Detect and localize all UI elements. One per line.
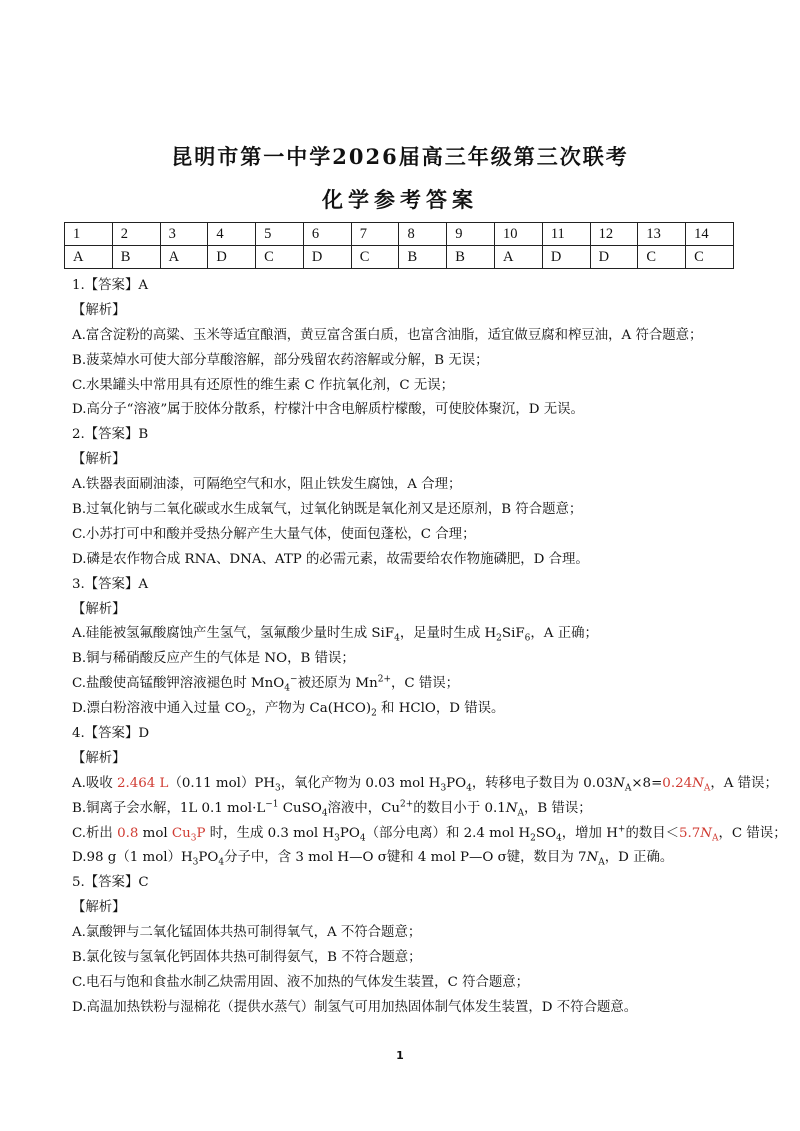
question-number-cell: 6	[303, 223, 351, 246]
analysis-line: B.过氧化钠与二氧化碳或水生成氧气，过氧化钠既是氧化剂又是还原剂，B 符合题意；	[72, 502, 583, 518]
question-number-cell: 9	[447, 223, 495, 246]
answer-table	[64, 222, 734, 269]
answer-table-answers-row	[65, 246, 734, 269]
question-number-cell: 1	[65, 223, 113, 246]
answer-cell: B	[447, 246, 495, 269]
analysis-label: 【解析】	[72, 900, 126, 916]
analysis-line: A.硅能被氢氟酸腐蚀产生氢气，氢氟酸少量时生成 SiF$_4$，足量时生成 $H_2SiF_6$，A 正确；	[72, 626, 598, 645]
analysis-line: D.漂白粉溶液中通入过量 $CO_2$，产物为 $Ca(HCO)_2$ 和 HClO，D 错误。	[72, 701, 505, 719]
answer-line: 1.【答案】A	[72, 278, 149, 293]
answer-cell: D	[542, 246, 590, 269]
answer-table-numbers-row	[65, 223, 734, 246]
analysis-line: C.电石与饱和食盐水制乙炔需用固、液不加热的气体发生装置，C 符合题意；	[72, 974, 530, 990]
answer-cell: A	[65, 246, 113, 269]
answer-cell: D	[590, 246, 638, 269]
question-number-cell: 5	[256, 223, 304, 246]
analysis-line: D.磷是农作物合成 RNA、DNA、ATP 的必需元素，故需要给农作物施磷肥，D 合理。	[72, 551, 589, 567]
question-number-cell: 7	[351, 223, 399, 246]
analysis-line: C.小苏打可中和酸并受热分解产生大量气体，使面包蓬松，C 合理；	[72, 526, 476, 542]
answer-line: 5.【答案】C	[72, 875, 149, 891]
analysis-line: B.铜与稀硝酸反应产生的气体是 NO，B 错误；	[72, 651, 355, 667]
page-number: 1	[396, 1049, 404, 1062]
question-number-cell: 2	[112, 223, 160, 246]
answer-cell: D	[303, 246, 351, 269]
analysis-label: 【解析】	[72, 302, 126, 318]
question-number-cell: 3	[160, 223, 208, 246]
analysis-line: A.富含淀粉的高粱、玉米等适宜酿酒，黄豆富含蛋白质，也富含油脂，适宜做豆腐和榨豆油，A 符合题意；	[72, 327, 703, 343]
answer-line: 2.【答案】B	[72, 427, 149, 443]
analysis-line: C.水果罐头中常用具有还原性的维生素 C 作抗氧化剂，C 无误；	[72, 377, 455, 393]
question-number-cell: 8	[399, 223, 447, 246]
answer-cell: D	[208, 246, 256, 269]
answer-cell: C	[256, 246, 304, 269]
answer-cell: C	[686, 246, 734, 269]
answer-cell: C	[351, 246, 399, 269]
exam-title: 昆明市第一中学2026届高三年级第三次联考	[171, 144, 629, 169]
highlight-value: $5.7N_A$	[679, 825, 719, 844]
highlight-value: 2.464 L	[116, 775, 169, 791]
answer-line: 4.【答案】D	[72, 726, 150, 742]
analysis-line: D.高分子“溶液”属于胶体分散系，柠檬汁中含电解质柠檬酸，可使胶体聚沉，D 无误。	[72, 402, 584, 418]
answer-cell: C	[638, 246, 686, 269]
question-number-cell: 12	[590, 223, 638, 246]
answer-line: 3.【答案】A	[72, 576, 149, 592]
analysis-line: C.析出 0.8 mol $Cu_3P$ 时，生成 0.3 mol $H_3PO_4$（部分电离）和 2.4 mol $H_2SO_4$，增加 H+的数目$<5.7N_A$，C 错误；	[72, 824, 787, 844]
answer-cell: A	[160, 246, 208, 269]
answer-cell: B	[112, 246, 160, 269]
analysis-label: 【解析】	[72, 601, 126, 617]
question-number-cell: 4	[208, 223, 256, 246]
analysis-label: 【解析】	[72, 452, 126, 468]
analysis-line: A.吸收 2.464 L（0.11 $mol)PH_3$，氧化产物为 0.03 mol $H_3PO_4$，转移电子数目为 $0.03N_A\times 8=0.24N_A$，A 错误；	[72, 775, 778, 794]
analysis-label: 【解析】	[72, 750, 126, 766]
exam-subtitle: 化学参考答案	[322, 187, 478, 212]
answer-cell: A	[495, 246, 543, 269]
highlight-value: $Cu_3P$	[171, 825, 206, 844]
analysis-line: B.氯化铵与氢氧化钙固体共热可制得氨气，B 不符合题意；	[72, 950, 422, 966]
analysis-line: A.氯酸钾与二氧化锰固体共热可制得氧气，A 不符合题意；	[72, 925, 422, 941]
question-number-cell: 10	[495, 223, 543, 246]
analysis-line: A.铁器表面刷油漆，可隔绝空气和水，阻止铁发生腐蚀，A 合理；	[72, 477, 462, 493]
answer-cell: B	[399, 246, 447, 269]
question-number-cell: 13	[638, 223, 686, 246]
analysis-line: D.高温加热铁粉与湿棉花（提供水蒸气）制氢气可用加热固体制气体发生装置，D 不符合题意。	[72, 999, 638, 1015]
analysis-line: B.铜离子会水解，1L 0.1 $mol\cdot L^{-1}$ CuSO$_4$溶液中，$Cu^{2+}$的数目小于 $0.1N_A$，B 错误；	[72, 799, 592, 819]
question-number-cell: 11	[542, 223, 590, 246]
question-number-cell: 14	[686, 223, 734, 246]
analysis-line: C.盐酸使高锰酸钾溶液褪色时 MnO$_4$−被还原为 $Mn^{2+}$，C 错误；	[72, 674, 460, 694]
analysis-line: D.98 g（1 $mol)H_3PO_4$分子中，含 3 mol H—O σ键和 4 mol P—O σ键，数目为 $7N_A$，D 正确。	[72, 850, 674, 869]
analysis-line: B.菠菜焯水可使大部分草酸溶解，部分残留农药溶解或分解，B 无误；	[72, 352, 489, 368]
highlight-value: 0.8	[117, 825, 139, 841]
highlight-value: $0.24N_A$	[662, 775, 711, 794]
solutions-body	[72, 274, 787, 1021]
